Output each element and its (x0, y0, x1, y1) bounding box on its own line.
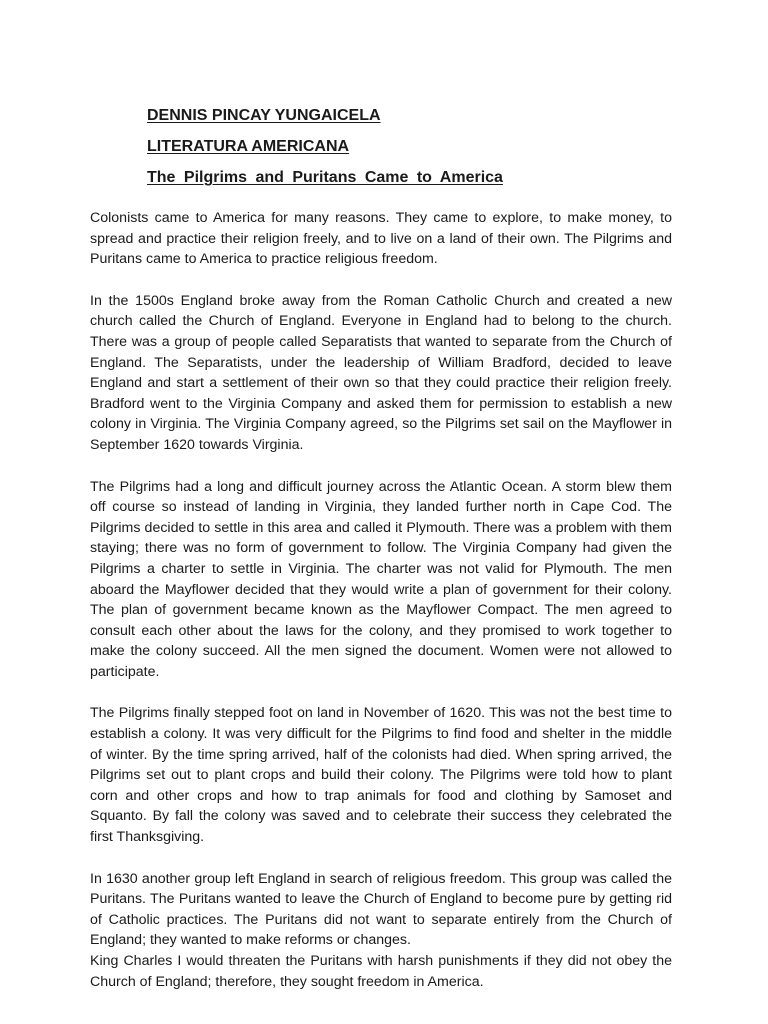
document-body (90, 208, 672, 1013)
paragraph: In the 1500s England broke away from the Roman Catholic Church and created a new church called the Church of England. Everyone in England had to belong to the church. There was a group of people called Separatists that wanted to separate from the Church of England. The Separatists, under the leadership of William Bradford, decided to leave England and start a settlement of their own so that they could practice their religion freely. Bradford went to the Virginia Company and asked them for permission to establish a new colony in Virginia. The Virginia Company agreed, so the Pilgrims set sail on the Mayflower in September 1620 towards Virginia. (90, 292, 672, 453)
paragraph: King Charles I would threaten the Puritans with harsh punishments if they did not obey the Church of England; therefore, they sought freedom in America. (90, 953, 672, 990)
author-name: DENNIS PINCAY YUNGAICELA (147, 107, 381, 124)
paragraph: The Pilgrims had a long and difficult journey across the Atlantic Ocean. A storm blew them off course so instead of landing in Virginia, they landed further north in Cape Cod. The Pilgrims decided to settle in this area and called it Plymouth. There was a problem with them staying; there was no form of government to follow. The Virginia Company had given the Pilgrims a charter to settle in Virginia. The charter was not valid for Plymouth. The men aboard the Mayflower decided that they would write a plan of government for their colony. The plan of government became known as the Mayflower Compact. The men agreed to consult each other about the laws for the colony, and they promised to work together to make the colony succeed. All the men signed the document. Women were not allowed to participate. (90, 478, 672, 680)
paragraph: The Pilgrims finally stepped foot on land in November of 1620. This was not the best time to establish a colony. It was very difficult for the Pilgrims to find food and shelter in the middle of winter. By the time spring arrived, half of the colonists had died. When spring arrived, the Pilgrims set out to plant crops and build their colony. The Pilgrims were told how to plant corn and other crops and how to trap animals for food and clothing by Samoset and Squanto. By fall the colony was saved and to celebrate their success they celebrated the first Thanksgiving. (90, 705, 672, 846)
paragraph: In 1630 another group left England in search of religious freedom. This group was called the Puritans. The Puritans wanted to leave the Church of England to become pure by getting rid of Catholic practices. The Puritans did not want to separate entirely from the Church of England; they wanted to make reforms or changes. (90, 870, 672, 949)
paragraph: Colonists came to America for many reasons. They came to explore, to make money, to spread and practice their religion freely, and to live on a land of their own. The Pilgrims and Puritans came to America to practice religious freedom. (90, 210, 672, 268)
document-header (147, 100, 667, 193)
course-name: LITERATURA AMERICANA (147, 138, 350, 155)
document-title: The Pilgrims and Puritans Came to America (147, 169, 503, 186)
